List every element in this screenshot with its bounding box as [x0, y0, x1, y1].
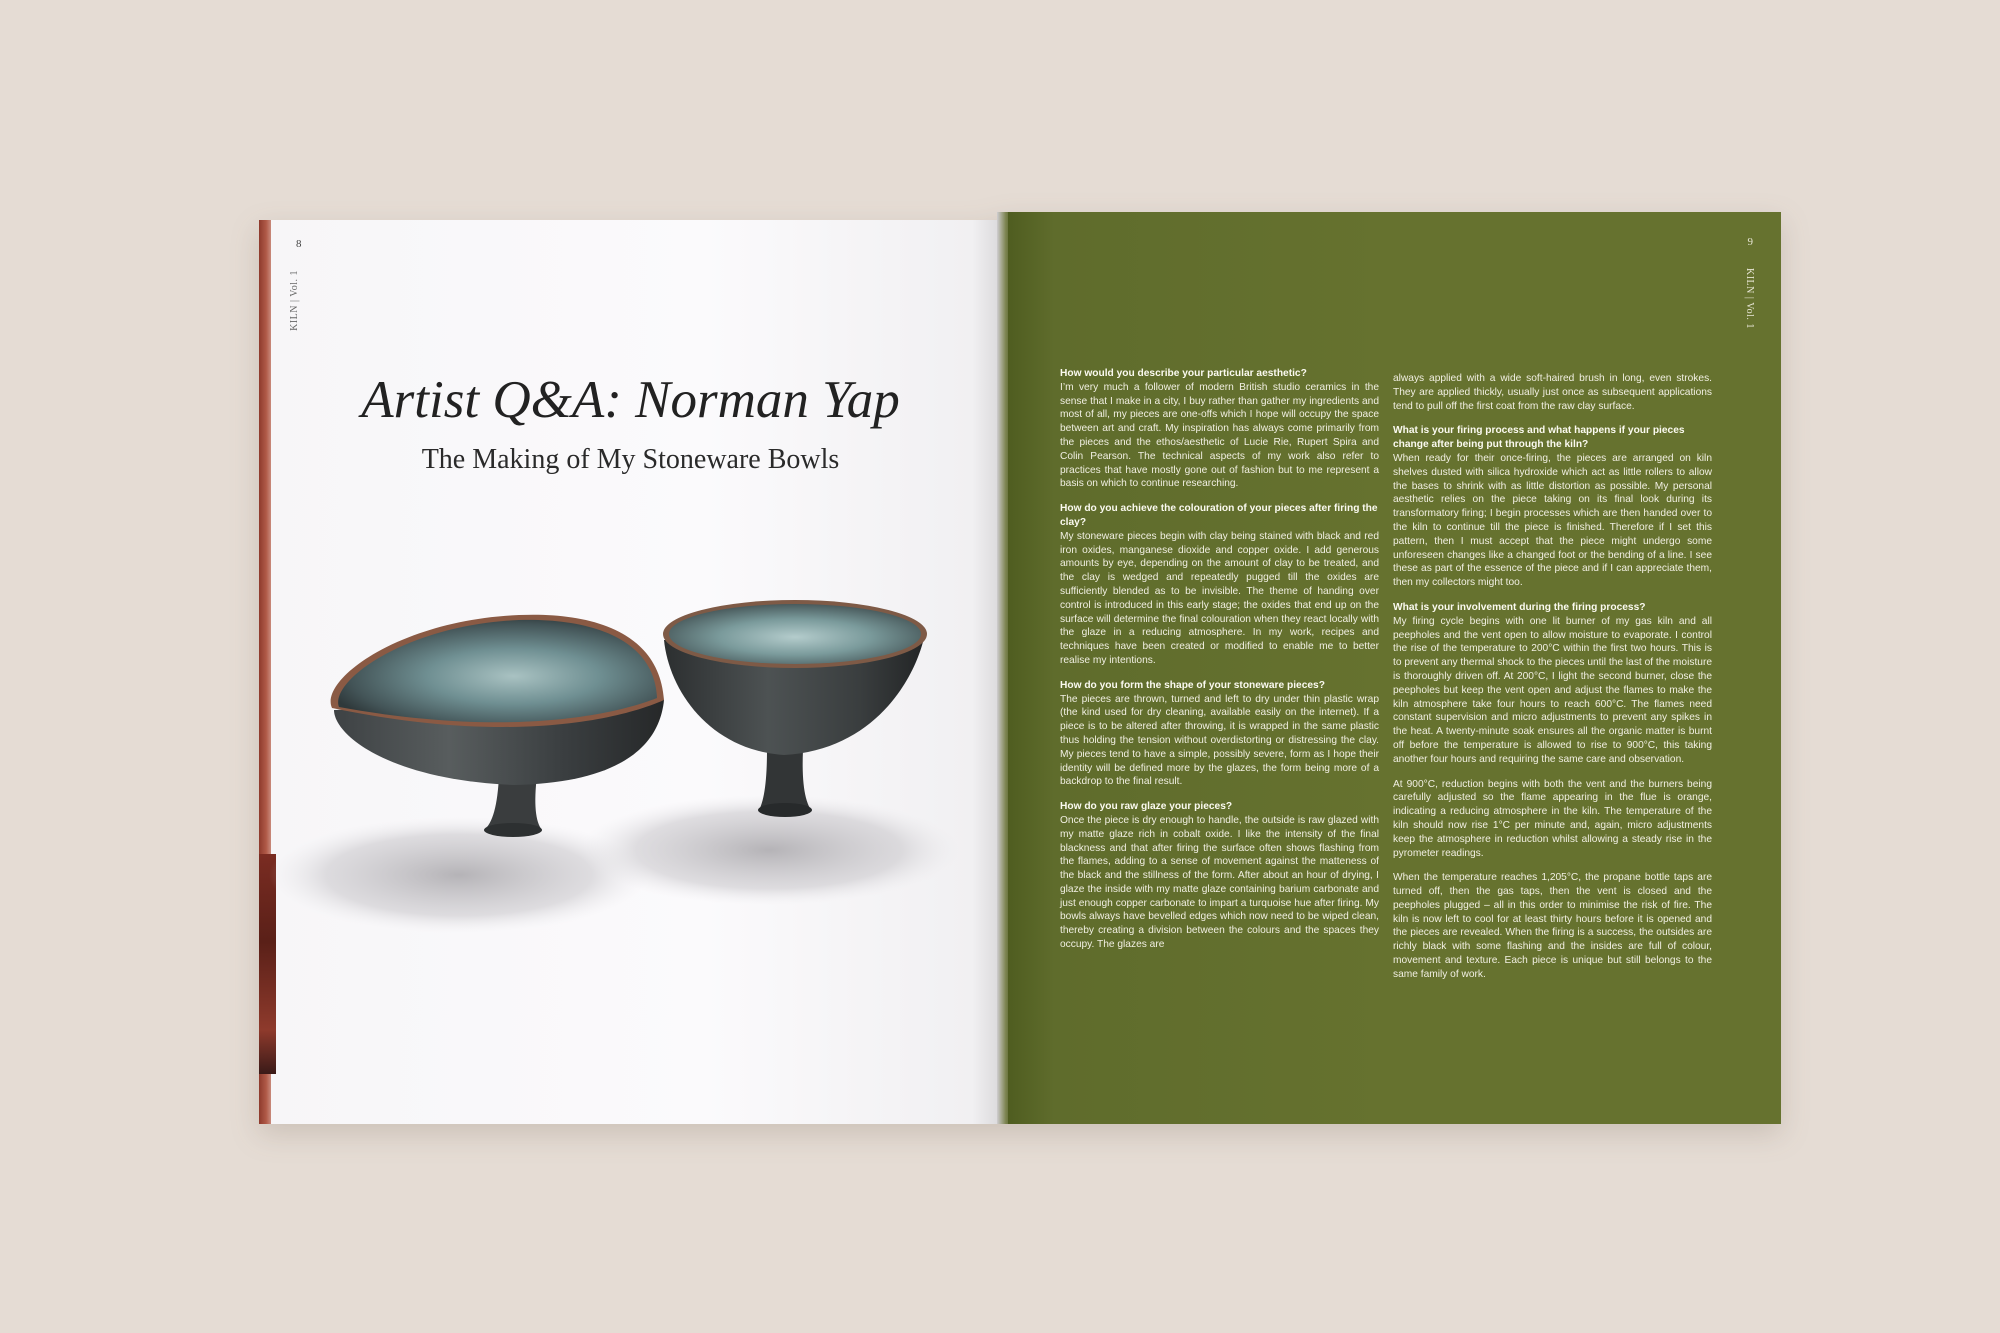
right-page [1008, 212, 1781, 1124]
running-head-left: KILN | Vol. 1 [289, 270, 300, 331]
article-subtitle: The Making of My Stoneware Bowls [421, 444, 840, 475]
answer-paragraph: My stoneware pieces begin with clay being stained with black and red iron oxides, manganese dioxide and copper oxide. I add generous amounts by eye, depending on the amount of clay to be treated, and the clay is wedged and repeatedly pugged till the oxides are sufficiently blended as to be invisible. The theme of handing over control is introduced in this early stage; the oxides that end up on the surface will determine the final colouration when they react locally with the glaze in a reducing atmosphere. In my work, recipes and techniques have been created or modified to enable me to better realise my intentions. [1060, 530, 1379, 666]
text-column-left [1060, 367, 1379, 963]
question: How do you raw glaze your pieces? [1060, 801, 1233, 813]
left-page [259, 220, 1002, 1124]
question: How do you form the shape of your stoneware pieces? [1060, 679, 1325, 691]
answer-paragraph: The pieces are thrown, turned and left to dry under thin plastic wrap (the kind used for dry cleaning, available easily on the internet). If a piece is to be altered after throwing, it is wrapped in the same plastic thus holding the tension without overdistorting or distressing the clay. My pieces tend to have a simple, possibly severe, form as I hope their identity will be defined more by the glazes, the form being more of a backdrop to the final result. [1060, 693, 1379, 788]
article-title: Artist Q&A: Norman Yap [361, 371, 900, 429]
answer-paragraph: When the temperature reaches 1,205°C, the propane bottle taps are turned off, then the gas taps, then the vent is closed and the peepholes plugged – all in this order to minimise the risk of fire. The kiln is now left to cool for at least thirty hours before it is opened and the pieces are revealed. When the firing is a success, the outsides are richly black with some flashing and the insides are full of colour, movement and texture. Each piece is unique but still belongs to the same family of work. [1393, 872, 1712, 980]
question: How would you describe your particular aesthetic? [1060, 368, 1307, 379]
answer-paragraph: I’m very much a follower of modern British studio ceramics in the sense that I make in a city, I buy rather than gather my ingredients and most of all, my pieces are one-offs which I hope will occupy the space between art and craft. My inspiration has always come primarily from the pieces and the ethos/aesthetic of Lucie Rie, Rupert Spira and Colin Pearson. The technical aspects of my work also refer to practices that have mostly gone out of fashion but to me represent a basis on which to continue researching. [1060, 381, 1379, 490]
question: How do you achieve the colouration of your pieces after firing the clay? [1060, 503, 1378, 528]
answer-paragraph: always applied with a wide soft-haired brush in long, even strokes. They are applied thickly, usually just once as subsequent applications tend to pull off the first coat from the raw clay surface. [1393, 373, 1712, 412]
answer-paragraph: Once the piece is dry enough to handle, the outside is raw glazed with my matte glaze rich in cobalt oxide. I like the intensity of the final blackness and that after firing the surface often shows flashing from the flames, adding to a sense of movement against the matteness of the black and the stillness of the form. After about an hour of drying, I glaze the inside with my matte glaze containing barium carbonate and just enough copper carbonate to impart a turquoise hue after firing. My bowls always have bevelled edges which now need to be wiped clean, thereby creating a division between the colours and the spaces they occupy. The glazes are [1060, 814, 1379, 951]
answer-paragraph: My firing cycle begins with one lit burner of my gas kiln and all peepholes and the vent open to allow moisture to evaporate. I control the rise of the temperature to 200°C within the first two hours. This is to prevent any thermal shock to the pieces until the last of the moisture is thoroughly driven off. At 200°C, I light the second burner, close the peepholes but keep the vent open and adjust the flames to make the kiln atmosphere take four hours to reach 600°C. The flames need constant supervision and micro adjustments to prevent any spikes in the heat. A twenty-minute soak ensures all the organic matter is burnt off before the temperature is allowed to rise to 900°C, this taking another four hours and requiring the same care and observation. [1393, 615, 1712, 765]
page-number-right: 9 [1747, 236, 1753, 248]
question: What is your involvement during the firing process? [1393, 601, 1646, 613]
magazine-spread [259, 212, 1781, 1124]
running-head-right: KILN | Vol. 1 [1744, 268, 1755, 329]
text-column-right [1393, 372, 1712, 993]
answer-paragraph: When ready for their once-firing, the pieces are arranged on kiln shelves dusted with silica hydroxide which act as little rollers to allow the bases to shrink with as little distortion as possible. My personal aesthetic relies on the piece taking on its final look during its transformatory firing; I begin processes which are then handed over to the kiln to continue till the piece is finished. Therefore if I set this pattern, then I must accept that the piece might undergo some unforeseen changes like a changed foot or the bending of a line. I see these as part of the essence of the piece and if I can appreciate them, then my collectors might too. [1393, 452, 1712, 589]
bowl-left [331, 615, 664, 837]
answer-paragraph: At 900°C, reduction begins with both the vent and the burners being carefully adjusted so the flame appearing in the flue is orange, indicating a reducing atmosphere in the kiln. The temperature of the kiln should now rise 1°C per minute and, again, micro adjustments keep the atmosphere in reduction whilst allowing a steady rise in the pyrometer readings. [1393, 778, 1712, 859]
bowl-right [663, 600, 927, 817]
question: What is your firing process and what happens if your pieces change after being put through the kiln? [1393, 425, 1685, 451]
page-number-left: 8 [296, 238, 302, 250]
stoneware-bowls-photo [259, 220, 1002, 1124]
